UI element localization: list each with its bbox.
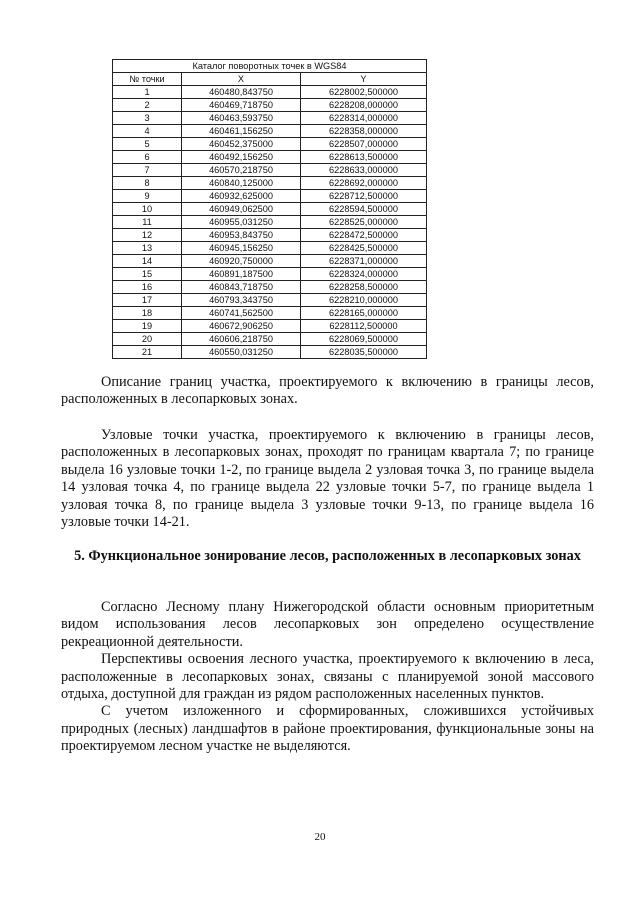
table-row — [113, 190, 427, 203]
x-coordinate-cell: 460452,375000 — [182, 138, 301, 151]
table-row — [113, 229, 427, 242]
y-coordinate-cell: 6228208,000000 — [301, 99, 427, 112]
coordinates-catalog — [112, 59, 426, 359]
node-points-description — [61, 427, 594, 531]
column-header-point-number: № точки — [113, 73, 182, 86]
y-coordinate-cell: 6228525,000000 — [301, 216, 427, 229]
y-coordinate-cell: 6228002,500000 — [301, 86, 427, 99]
point-number-cell: 17 — [113, 294, 182, 307]
point-number-cell: 21 — [113, 346, 182, 359]
x-coordinate-cell: 460949,062500 — [182, 203, 301, 216]
x-coordinate-cell: 460741,562500 — [182, 307, 301, 320]
table-row — [113, 216, 427, 229]
coordinates-table — [112, 59, 427, 359]
paragraph-perspectives: Перспективы освоения лесного участка, проектируемого к включению в леса, расположенные в лесопарковых зонах, связаны с планируемой зоной массового отдыха, доступной для граждан из рядом расположенных населенных пунктов. — [61, 651, 594, 703]
x-coordinate-cell: 460953,843750 — [182, 229, 301, 242]
point-number-cell: 14 — [113, 255, 182, 268]
y-coordinate-cell: 6228258,500000 — [301, 281, 427, 294]
table-row — [113, 320, 427, 333]
point-number-cell: 3 — [113, 112, 182, 125]
zoning-body — [61, 599, 594, 756]
x-coordinate-cell: 460955,031250 — [182, 216, 301, 229]
x-coordinate-cell: 460463,593750 — [182, 112, 301, 125]
y-coordinate-cell: 6228165,000000 — [301, 307, 427, 320]
point-number-cell: 6 — [113, 151, 182, 164]
table-row — [113, 242, 427, 255]
x-coordinate-cell: 460932,625000 — [182, 190, 301, 203]
table-row — [113, 346, 427, 359]
x-coordinate-cell: 460945,156250 — [182, 242, 301, 255]
y-coordinate-cell: 6228594,500000 — [301, 203, 427, 216]
table-row — [113, 86, 427, 99]
y-coordinate-cell: 6228692,000000 — [301, 177, 427, 190]
table-row — [113, 112, 427, 125]
x-coordinate-cell: 460461,156250 — [182, 125, 301, 138]
y-coordinate-cell: 6228472,500000 — [301, 229, 427, 242]
table-row — [113, 125, 427, 138]
y-coordinate-cell: 6228712,500000 — [301, 190, 427, 203]
column-header-x: X — [182, 73, 301, 86]
x-coordinate-cell: 460843,718750 — [182, 281, 301, 294]
point-number-cell: 15 — [113, 268, 182, 281]
point-number-cell: 11 — [113, 216, 182, 229]
x-coordinate-cell: 460672,906250 — [182, 320, 301, 333]
point-number-cell: 5 — [113, 138, 182, 151]
x-coordinate-cell: 460550,031250 — [182, 346, 301, 359]
paragraph-boundary-intro: Описание границ участка, проектируемого к включению в границы лесов, расположенных в лесопарковых зонах. — [61, 374, 594, 408]
point-number-cell: 16 — [113, 281, 182, 294]
y-coordinate-cell: 6228613,500000 — [301, 151, 427, 164]
table-row — [113, 255, 427, 268]
x-coordinate-cell: 460492,156250 — [182, 151, 301, 164]
x-coordinate-cell: 460891,187500 — [182, 268, 301, 281]
y-coordinate-cell: 6228035,500000 — [301, 346, 427, 359]
x-coordinate-cell: 460570,218750 — [182, 164, 301, 177]
section-heading: 5. Функциональное зонирование лесов, расположенных в лесопарковых зонах — [74, 548, 581, 564]
x-coordinate-cell: 460469,718750 — [182, 99, 301, 112]
table-row — [113, 177, 427, 190]
point-number-cell: 9 — [113, 190, 182, 203]
table-row — [113, 307, 427, 320]
point-number-cell: 19 — [113, 320, 182, 333]
point-number-cell: 1 — [113, 86, 182, 99]
y-coordinate-cell: 6228507,000000 — [301, 138, 427, 151]
table-title: Каталог поворотных точек в WGS84 — [113, 60, 427, 73]
paragraph-node-points: Узловые точки участка, проектируемого к включению в границы лесов, расположенных в лесопарковых зонах, проходят по границам квартала 7; по границе выдела 16 узловые точки 1-2, по границе выдела 2 узловая точка 3, по границе выдела 14 узловая точка 4, по границе выдела 22 узловые точки 5-7, по границе выдела 1 узловая точка 8, по границе выдела 3 узловые точки 9-13, по границе выдела 16 узловые точки 14-21. — [61, 427, 594, 531]
point-number-cell: 2 — [113, 99, 182, 112]
y-coordinate-cell: 6228633,000000 — [301, 164, 427, 177]
column-header-y: Y — [301, 73, 427, 86]
table-row — [113, 333, 427, 346]
y-coordinate-cell: 6228069,500000 — [301, 333, 427, 346]
y-coordinate-cell: 6228324,000000 — [301, 268, 427, 281]
x-coordinate-cell: 460920,750000 — [182, 255, 301, 268]
table-row — [113, 281, 427, 294]
table-row — [113, 151, 427, 164]
y-coordinate-cell: 6228425,500000 — [301, 242, 427, 255]
x-coordinate-cell: 460480,843750 — [182, 86, 301, 99]
point-number-cell: 20 — [113, 333, 182, 346]
x-coordinate-cell: 460840,125000 — [182, 177, 301, 190]
paragraph-forest-plan: Согласно Лесному плану Нижегородской области основным приоритетным видом использования лесов лесопарковых зон определено осуществление рекреационной деятельности. — [61, 599, 594, 650]
page-number: 20 — [314, 831, 326, 843]
table-row — [113, 268, 427, 281]
x-coordinate-cell: 460793,343750 — [182, 294, 301, 307]
y-coordinate-cell: 6228371,000000 — [301, 255, 427, 268]
y-coordinate-cell: 6228314,000000 — [301, 112, 427, 125]
point-number-cell: 18 — [113, 307, 182, 320]
table-row — [113, 203, 427, 216]
table-row — [113, 164, 427, 177]
x-coordinate-cell: 460606,218750 — [182, 333, 301, 346]
point-number-cell: 4 — [113, 125, 182, 138]
paragraph-conclusion: С учетом изложенного и сформированных, сложившихся устойчивых природных (лесных) ландшафтов в районе проектирования, функциональные зоны на проектируемом лесном участке не выделяются. — [61, 703, 594, 755]
table-row — [113, 294, 427, 307]
point-number-cell: 8 — [113, 177, 182, 190]
point-number-cell: 13 — [113, 242, 182, 255]
point-number-cell: 12 — [113, 229, 182, 242]
point-number-cell: 10 — [113, 203, 182, 216]
point-number-cell: 7 — [113, 164, 182, 177]
y-coordinate-cell: 6228210,000000 — [301, 294, 427, 307]
table-row — [113, 138, 427, 151]
table-row — [113, 99, 427, 112]
y-coordinate-cell: 6228112,500000 — [301, 320, 427, 333]
boundary-description — [61, 374, 594, 409]
y-coordinate-cell: 6228358,000000 — [301, 125, 427, 138]
table-body — [113, 86, 427, 359]
